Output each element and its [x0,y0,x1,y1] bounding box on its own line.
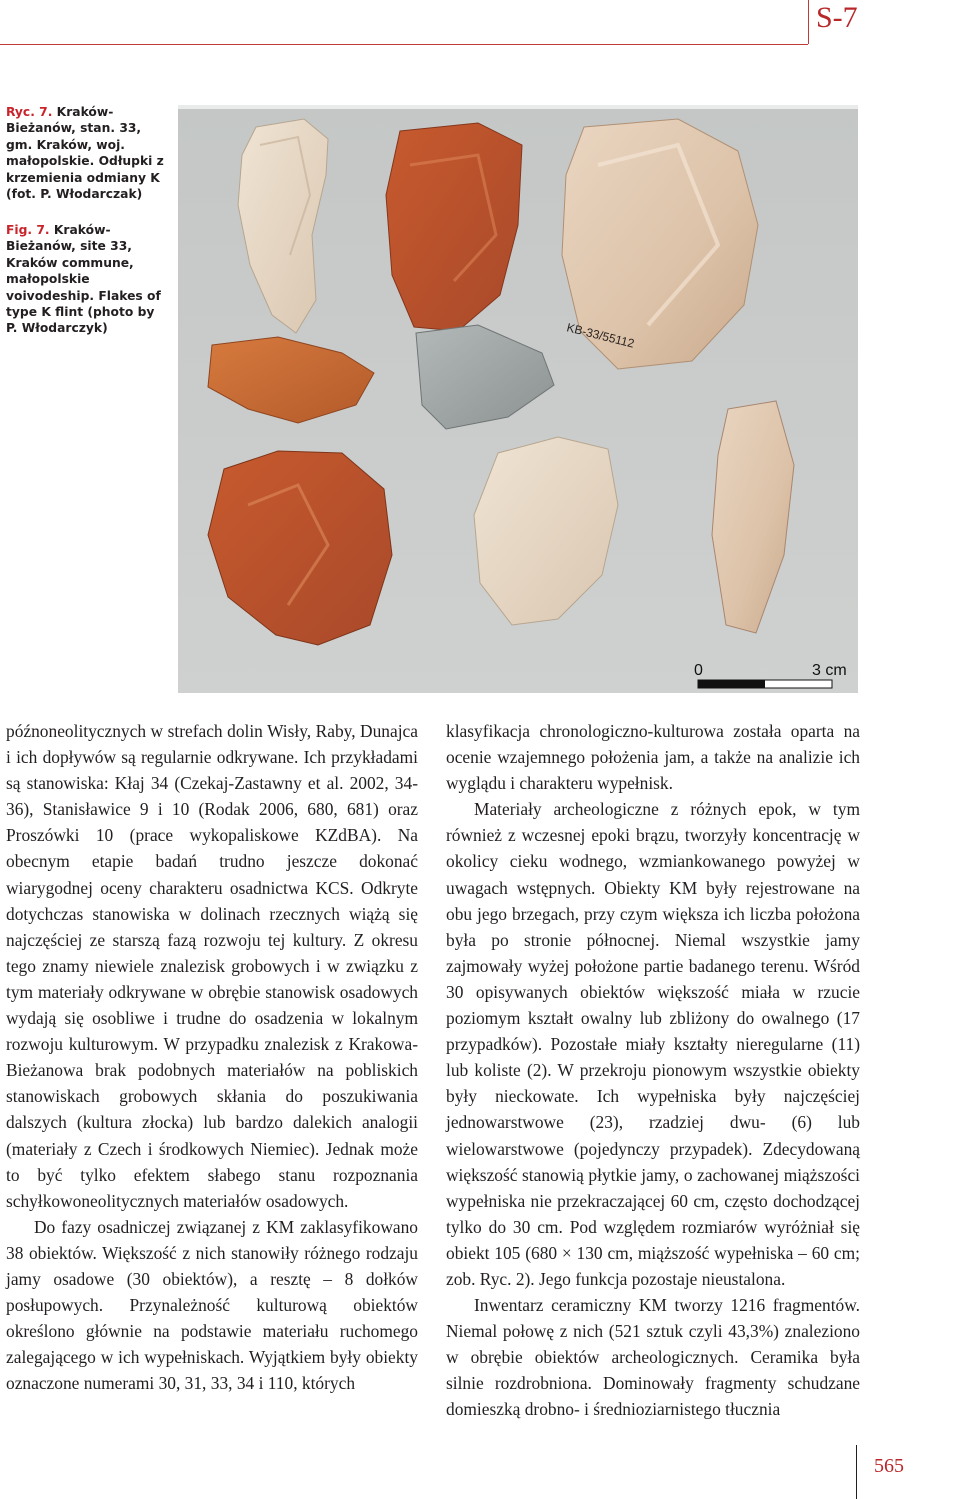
page-number: 565 [874,1455,904,1477]
section-tag: S-7 [816,1,858,34]
specimen-label: KB-33/55112 [565,320,636,351]
scale-label-end: 3 cm [812,662,847,679]
body-column-right [446,718,860,1423]
paragraph: późnoneolitycznych w strefach dolin Wisły, Raby, Dunajca i ich dopływów są regularnie odkrywane. Ich przykładami są stanowiska: Kłaj 34 (Czekaj-Zastawny et al. 2002, 34-36), Stanisławice 9 i 10 (Rodak 2006, 680, 681) oraz Proszówki 10 (prace wykopaliskowe KZdBA). Na obecnym etapie badań trudno jeszcze dokonać wiarygodnej oceny charakteru osadnictwa KCS. Odkryte dotychczas stanowiska w dolinach rzecznych wiążą się najczęściej ze starszą fazą rozwoju tej kultury. Z okresu tego znamy niewiele znalezisk grobowych i w związku z tym materiały odkrywane w obrębie stanowisk osadowych wydają się osobliwe i trudne do osadzenia w lokalnym rozwoju kulturowym. W przypadku znalezisk z Krakowa-Bieżanowa brak podobnych materiałów na pobliskich stanowiskach grobowych skłania do poszukiwania dalszych (kultura złocka) lub bardzo dalekich analogii (materiały z Czech i środkowych Niemiec). Jednak może to być tylko efektem słabego stanu rozpoznania schyłkowoneolitycznych materiałów osadowych. [6,721,418,1211]
scale-label-zero: 0 [694,662,703,679]
paragraph: klasyfikacja chronologiczno-kulturowa została oparta na ocenie wzajemnego położenia jam, a także na analizie ich wyglądu i charakteru wypełnisk. [446,721,860,794]
header-rule [0,0,808,45]
paragraph: Do fazy osadniczej związanej z KM zaklasyfikowano 38 obiektów. Większość z nich stanowiły różnego rodzaju jamy osadowe (30 obiektów), a resztę – 8 dołków posłupowych. Przynależność kulturową obiektów określono głównie na podstawie materiału ruchomego zalegającego w ich wypełniskach. Wyjątkiem były obiekty oznaczone numerami 30, 31, 33, 34 i 110, których [6,1216,418,1394]
caption-text: Kraków-Bieżanów, site 33, Kraków commune, małopolskie voivodeship. Flakes of type K flint (photo by P. Włodarczyk) [6,223,161,336]
caption-label: Ryc. 7. [6,105,53,119]
header-divider [808,0,809,44]
caption-text: Kraków-Bieżanów, stan. 33, gm. Kraków, woj. małopolskie. Odłupki z krzemienia odmiany K (fot. P. Włodarczak) [6,105,164,202]
figure-caption-english [6,222,166,337]
paragraph: Inwentarz ceramiczny KM tworzy 1216 fragmentów. Niemal połowę z nich (521 sztuk czyli 43,3%) znaleziono w obrębie obiektów archeologicznych. Ceramika była silnie rozdrobniona. Dominowały fragmenty schudzane domieszką drobno- i średnioziarnistego tłucznia [446,1295,860,1420]
figure-caption-polish [6,104,166,202]
body-column-left [6,718,418,1396]
caption-label: Fig. 7. [6,223,50,237]
paragraph: Materiały archeologiczne z różnych epok, w tym również z wczesnej epoki brązu, tworzyły koncentrację w okolicy cieku wodnego, wzmiankowanego powyżej w uwagach wstępnych. Obiekty KM były rejestrowane na obu jego brzegach, przy czym większa ich liczba położona była po stronie północnej. Niemal wszystkie jamy zajmowały wyżej położone partie badanego terenu. Wśród 30 opisywanych obiektów większość miała w rzucie poziomym kształt owalny lub zbliżony do owalnego (17 przypadków). Pozostałe miały kształty nieregularne (11) lub koliste (2). W przekroju pionowym wszystkie obiekty były nieckowate. Ich wypełniska były najczęściej jednowarstwowe (23), rzadziej dwu- (6) lub wielowarstwowe (pojedynczy przypadek). Zdecydowaną większość stanowią płytkie jamy, o zachowanej miąższości wypełniska nie przekraczającej 60 cm, często dochodzącej tylko do 30 cm. Pod względem rozmiarów wyróżniał się obiekt 105 (680 × 130 cm, miąższość wypełniska – 60 cm; zob. Ryc. 2). Jego funkcja pozostaje nieustalona. [446,799,860,1289]
folio-rule [856,1445,857,1499]
flint-flakes-photo [178,105,858,693]
